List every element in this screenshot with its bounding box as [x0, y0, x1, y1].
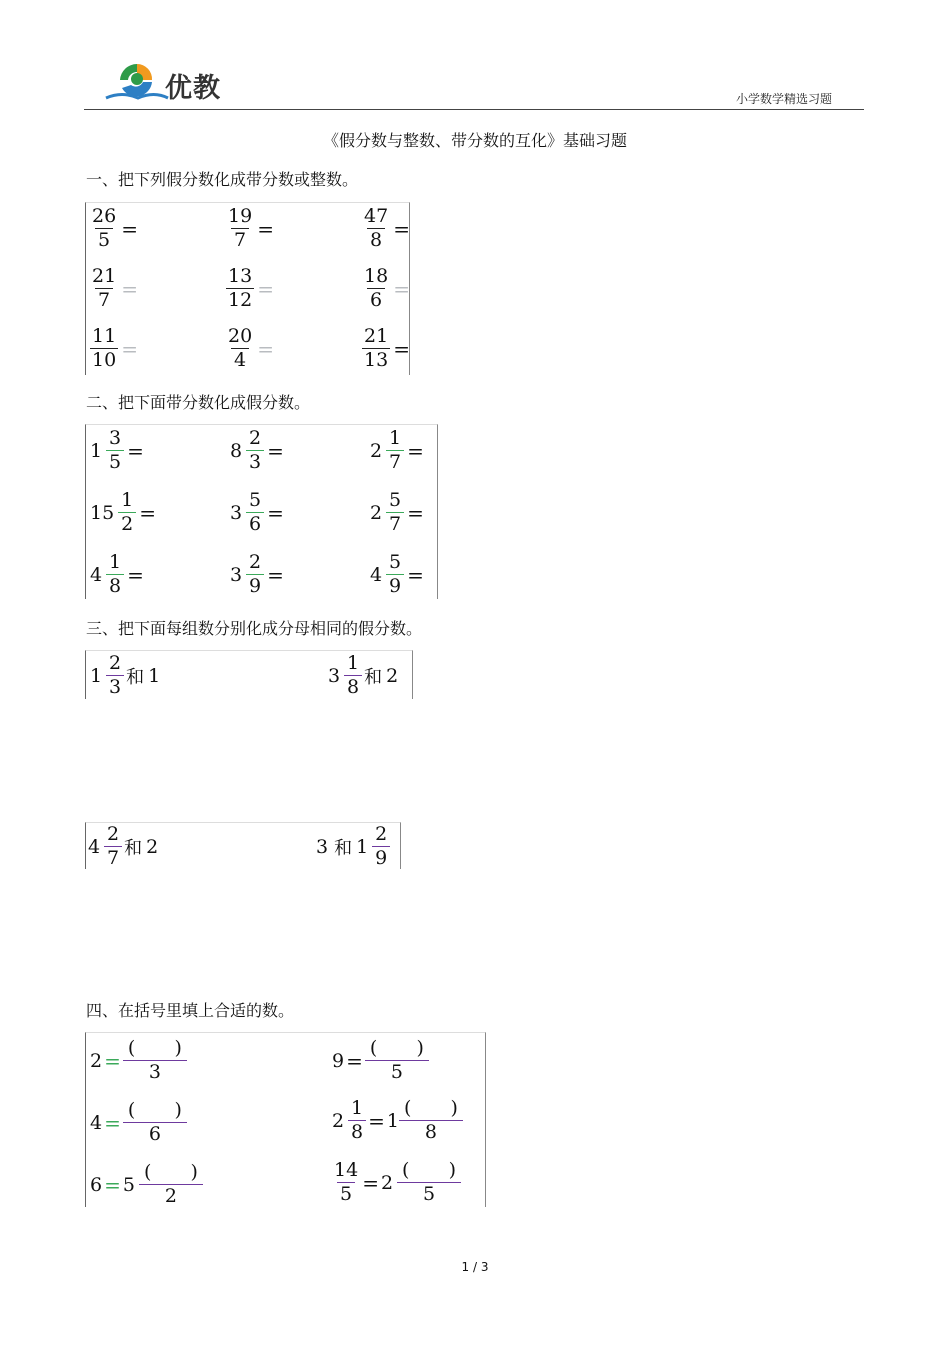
fill-blank-item: 4 = $\frac{( )}{6}$ [90, 1101, 187, 1144]
exercise-item: 3 $\frac{5}{6}$ = [230, 489, 284, 535]
exercise-item: 2 $\frac{5}{7}$ = [370, 489, 424, 535]
fill-blank-item: 6 = 5 $\frac{( )}{2}$ [90, 1163, 203, 1206]
exercise-item: 1 $\frac{3}{5}$ = [90, 427, 144, 473]
fill-blank-item: 2 $\frac{1}{8}$ = 1 $\frac{( )}{8}$ [332, 1099, 463, 1142]
exercise-item: 8 $\frac{2}{3}$ = [230, 427, 284, 473]
exercise-item: $\frac{47}{8}$ = [364, 205, 410, 251]
exercise-item: 2 $\frac{1}{7}$ = [370, 427, 424, 473]
exercise-item: 4 $\frac{1}{8}$ = [90, 551, 144, 597]
section-3-box-2 [85, 822, 401, 869]
exercise-item: $\frac{21}{7}$ = [92, 265, 138, 311]
section-1-box [85, 202, 410, 375]
section-2-box [85, 424, 438, 599]
header-divider [84, 109, 864, 110]
section-3-heading: 三、把下面每组数分别化成分母相同的假分数。 [86, 619, 423, 638]
page-number: 1 / 3 [461, 1260, 489, 1274]
number-group: 3 和 1 $\frac{2}{9}$ [316, 825, 390, 868]
exercise-item: $\frac{11}{10}$ = [92, 325, 138, 371]
answer-blank[interactable]: ( ) [128, 1101, 182, 1120]
section-4-heading: 四、在括号里填上合适的数。 [86, 1001, 295, 1020]
answer-blank[interactable]: ( ) [144, 1163, 198, 1182]
number-group: 4 $\frac{2}{7}$ 和 2 [88, 823, 159, 869]
section-4-box [85, 1032, 486, 1207]
section-3-box-1 [85, 650, 413, 699]
exercise-item: 15 $\frac{1}{2}$ = [90, 489, 156, 535]
exercise-item: $\frac{19}{7}$ = [228, 205, 274, 251]
exercise-item: $\frac{18}{6}$ = [364, 265, 410, 311]
page-title: 《假分数与整数、带分数的互化》基础习题 [322, 131, 627, 150]
fill-blank-item: 9 = $\frac{( )}{5}$ [332, 1039, 429, 1082]
answer-blank[interactable]: ( ) [370, 1039, 424, 1058]
fill-blank-item: $\frac{14}{5}$ = 2 $\frac{( )}{5}$ [332, 1161, 461, 1204]
number-group: 1 $\frac{2}{3}$ 和 1 [90, 652, 161, 698]
exercise-item: $\frac{21}{13}$ = [364, 325, 410, 371]
exercise-item: $\frac{26}{5}$ = [92, 205, 138, 251]
exercise-item: $\frac{20}{4}$ = [228, 325, 274, 371]
brand-name: 优教 [165, 73, 221, 104]
section-1-heading: 一、把下列假分数化成带分数或整数。 [86, 170, 359, 189]
exercise-item: $\frac{13}{12}$ = [228, 265, 274, 311]
number-group: 3 $\frac{1}{8}$ 和 2 [328, 652, 399, 698]
fill-blank-item: 2 = $\frac{( )}{3}$ [90, 1039, 187, 1082]
exercise-item: 3 $\frac{2}{9}$ = [230, 551, 284, 597]
answer-blank[interactable]: ( ) [404, 1099, 458, 1118]
header-tag: 小学数学精选习题 [735, 92, 832, 106]
answer-blank[interactable]: ( ) [402, 1161, 456, 1180]
exercise-item: 4 $\frac{5}{9}$ = [370, 551, 424, 597]
answer-blank[interactable]: ( ) [128, 1039, 182, 1058]
section-2-heading: 二、把下面带分数化成假分数。 [86, 393, 311, 412]
